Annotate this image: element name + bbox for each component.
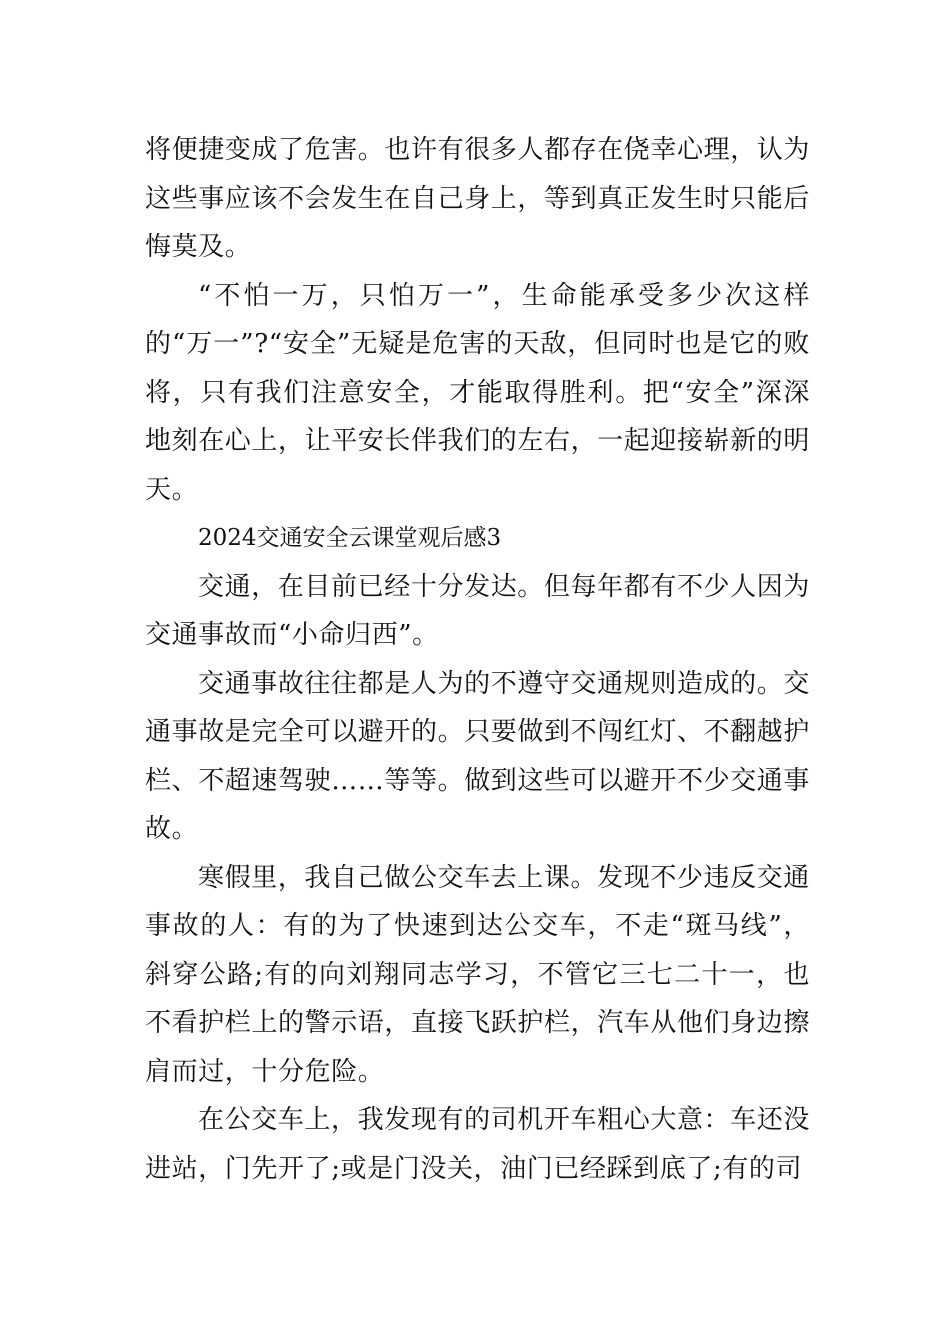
paragraph-continuation: 将便捷变成了危害。也许有很多人都存在侥幸心理，认为这些事应该不会发生在自己身上，等到真正发生时只能后悔莫及。 (145, 135, 811, 262)
paragraph-accident-causes: 交通事故往往都是人为的不遵守交通规则造成的。交通事故是完全可以避开的。只要做到不闯红灯、不翻越护栏、不超速驾驶……等等。做到这些可以避开不少交通事故。 (145, 668, 811, 844)
document-body (145, 126, 810, 1193)
paragraph-winter-break: 寒假里，我自己做公交车去上课。发现不少违反交通事故的人：有的为了快速到达公交车，不走“斑马线”，斜穿公路;有的向刘翔同志学习，不管它三七二十一，也不看护栏上的警示语，直接飞跃护栏，汽车从他们身边擦肩而过，十分危险。 (145, 862, 811, 1087)
paragraph-traffic-intro: 交通，在目前已经十分发达。但每年都有不少人因为交通事故而“小命归西”。 (145, 571, 810, 650)
paragraph-safety-quote: “不怕一万，只怕万一”，生命能承受多少次这样的“万一”?“安全”无疑是危害的天敌，但同时也是它的败将，只有我们注意安全，才能取得胜利。把“安全”深深地刻在心上，让平安长伴我们的左右，一起迎接崭新的明天。 (145, 280, 811, 505)
section-heading: 2024交通安全云课堂观后感3 (198, 525, 502, 551)
paragraph-bus-driver: 在公交车上，我发现有的司机开车粗心大意：车还没进站，门先开了;或是门没关，油门已经踩到底了;有的司 (145, 1105, 810, 1184)
